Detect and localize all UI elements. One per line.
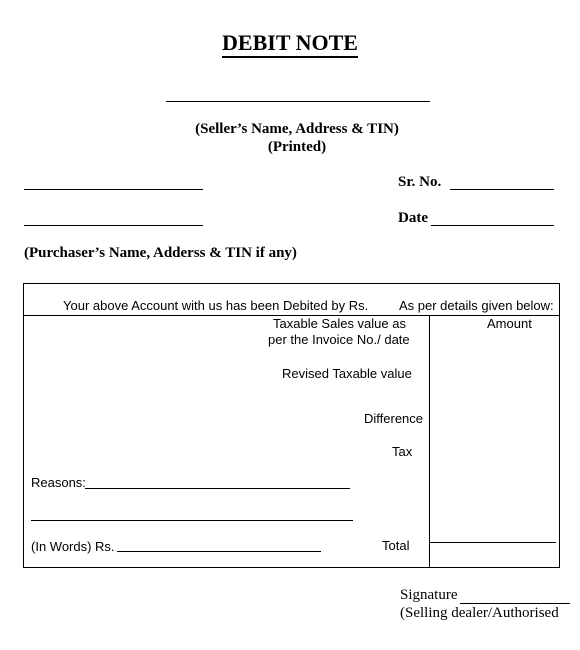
signature-field[interactable] [460,603,570,604]
signature-label: Signature [400,587,458,603]
seller-printed-note: (Printed) [267,139,327,155]
reasons-field-2[interactable] [31,520,353,521]
amount-column-divider [429,315,430,568]
serial-no-field[interactable] [450,189,554,190]
in-words-field[interactable] [117,551,321,552]
table-header-right: As per details given below: [399,298,554,313]
amount-header: Amount [487,316,532,331]
date-field[interactable] [431,225,554,226]
difference-label: Difference [364,411,424,426]
reasons-label: Reasons: [31,475,86,490]
tax-label: Tax [392,444,413,459]
taxable-sales-label-1: Taxable Sales value as [273,316,406,331]
revised-taxable-label: Revised Taxable value [282,366,412,381]
date-label: Date [398,210,428,226]
total-line[interactable] [429,542,556,543]
in-words-label: (In Words) Rs. [31,539,115,554]
signature-subtitle: (Selling dealer/Authorised [400,605,559,621]
seller-name-line[interactable] [166,101,430,102]
table-header-left: Your above Account with us has been Debited by Rs. [63,298,369,313]
purchaser-caption: (Purchaser’s Name, Adderss & TIN if any) [24,245,297,261]
reasons-field-1[interactable] [85,488,350,489]
seller-caption: (Seller’s Name, Address & TIN) [195,121,399,137]
total-label: Total [382,538,410,553]
purchaser-line-2[interactable] [24,225,203,226]
taxable-sales-label-2: per the Invoice No./ date [268,332,410,347]
purchaser-line-1[interactable] [24,189,203,190]
serial-no-label: Sr. No. [398,174,442,190]
document-title: DEBIT NOTE [0,30,580,56]
